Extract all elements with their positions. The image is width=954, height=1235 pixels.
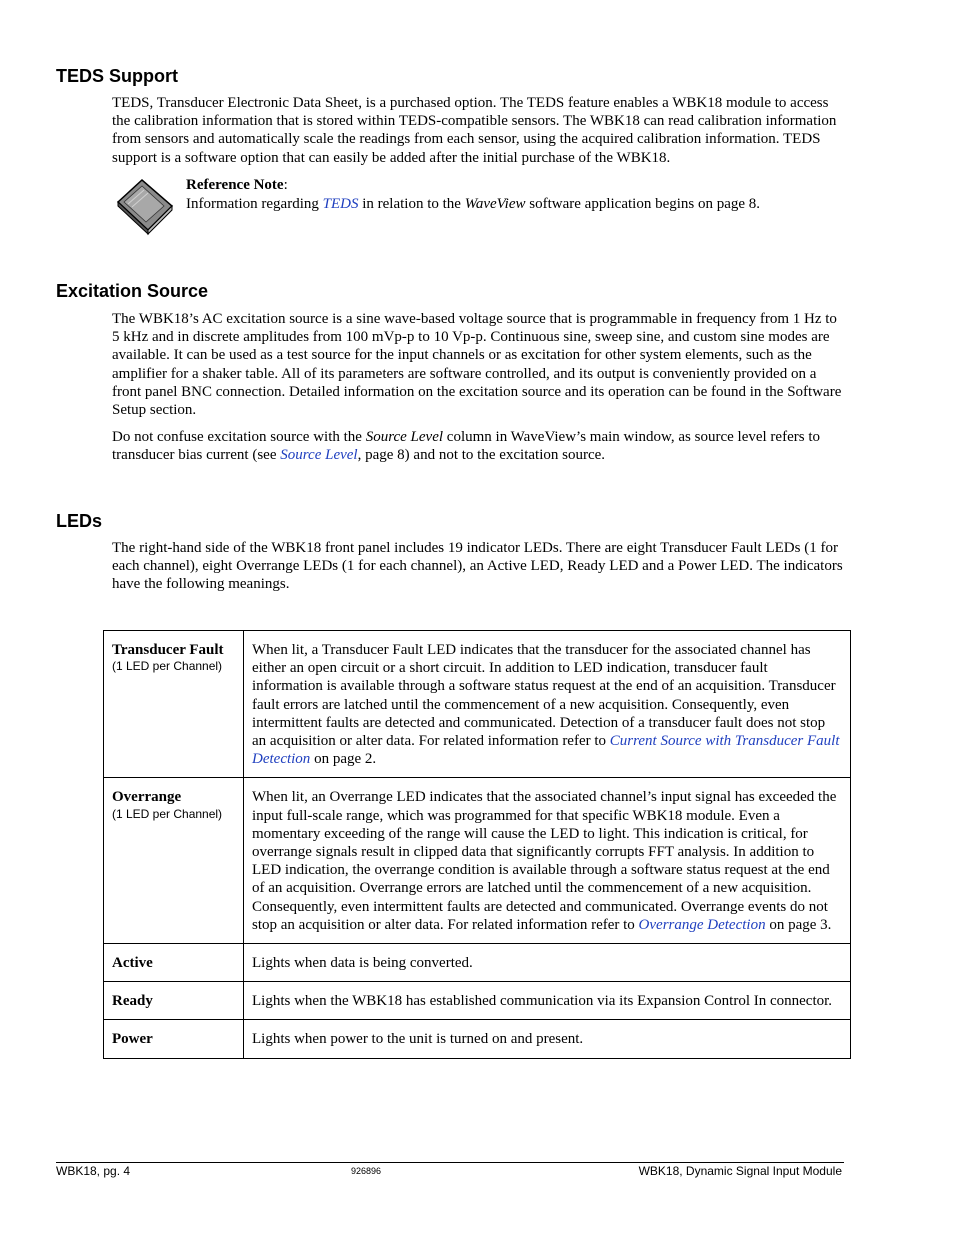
teds-link[interactable]: TEDS <box>322 196 359 212</box>
led-label: Transducer Fault <box>112 642 224 658</box>
led-label-cell <box>104 631 244 778</box>
source-level-term: Source Level <box>365 429 444 445</box>
footer-page: WBK18, pg. 4 <box>56 1164 131 1178</box>
led-table <box>103 630 851 1059</box>
reference-note-text <box>186 195 846 214</box>
led-description <box>244 778 851 944</box>
excitation-paragraph-1: The WBK18’s AC excitation source is a sine wave-based voltage source that is programmable in frequency from 1 Hz to 5 kHz and in discrete amplitudes from 100 mVp-p to 10 Vp-p. Continuous sine, sweep sine, and custom sine modes are available. It can be used as a test source for the input channels or as excitation for other system elements, such as the amplifier for a shaker table. All of its parameters are software controlled, and its output is conveniently provided on a front panel BNC connection. Detailed information on the excitation source and its operation can be found in the Software Setup section. <box>112 311 842 419</box>
footer-doc-number: 926896 <box>351 1166 382 1176</box>
led-desc-post: on page 3. <box>765 916 832 933</box>
led-label: Ready <box>112 993 153 1010</box>
led-description: Lights when the WBK18 has established communication via its Expansion Control In connector. <box>244 982 851 1020</box>
leds-heading: LEDs <box>56 511 103 531</box>
overrange-detection-link[interactable]: Overrange Detection <box>638 916 766 933</box>
led-label-cell <box>104 1020 244 1058</box>
note-text-post: software application begins on page 8. <box>525 196 761 212</box>
led-label: Active <box>112 955 153 972</box>
led-label-cell <box>104 778 244 944</box>
reference-note <box>186 176 846 214</box>
table-row <box>104 1020 851 1058</box>
led-desc-text: When lit, a Transducer Fault LED indicates that the transducer for the associated channel has either an open circuit or a short circuit. In addition to LED indication, transducer fault information is available through a software status request at the end of an acquisition. Transducer fault errors are latched until the commencement of a new acquisition. Consequently, even intermittent faults are detected and communicated. Detection of a transducer fault does not stop an acquisition or alter data. For related information refer to <box>252 642 836 750</box>
led-label: Power <box>112 1031 153 1048</box>
table-row <box>104 944 851 982</box>
note-text-pre: Information regarding <box>186 196 323 212</box>
teds-heading: TEDS Support <box>56 66 178 86</box>
source-level-link[interactable]: Source Level <box>280 447 358 464</box>
footer-title: WBK18, Dynamic Signal Input Module <box>638 1164 842 1178</box>
led-label: Overrange <box>112 789 182 806</box>
reference-note-colon: : <box>283 177 288 193</box>
led-description: Lights when power to the unit is turned on and present. <box>244 1020 851 1058</box>
led-label-cell <box>104 982 244 1020</box>
footer-divider <box>56 1162 844 1163</box>
leds-paragraph: The right-hand side of the WBK18 front panel includes 19 indicator LEDs. There are eight Transducer Fault LEDs (1 for each channel), eight Overrange LEDs (1 for each channel), an Active LED, Ready LED and a Power LED. The indicators have the following meanings. <box>112 540 843 593</box>
led-description: Lights when data is being converted. <box>244 944 851 982</box>
excitation-heading: Excitation Source <box>56 281 209 301</box>
note-text-mid: in relation to the <box>358 196 465 212</box>
led-label-cell <box>104 944 244 982</box>
p2-post: , page 8) and not to the excitation source. <box>357 447 606 464</box>
waveview-name: WaveView <box>464 196 526 212</box>
book-icon <box>114 176 176 236</box>
led-desc-text: When lit, an Overrange LED indicates that the associated channel’s input signal has exceeded the input full-scale range, which was programmed for that specific WBK18 module. Even a momentary exceeding of the range will cause the LED to light. This indication is critical, for overrange signals result in clipped data that significantly corrupts FFT analysis. In addition to LED indication, the overrange condition is available through a software status request at the end of an acquisition. Overrange errors are latched until the commencement of a new acquisition. Consequently, even intermittent faults are detected and communicated. Overrange events do not stop an acquisition or alter data. For related information refer to <box>252 789 837 933</box>
led-sublabel: (1 LED per Channel) <box>112 659 223 674</box>
p2-mid: column in WaveView’s main window, as source level refers to transducer bias current (see <box>112 429 820 464</box>
p2-pre: Do not confuse excitation source with the <box>112 429 366 445</box>
table-row <box>104 778 851 944</box>
excitation-paragraph-2 <box>112 428 847 464</box>
led-sublabel: (1 LED per Channel) <box>112 806 223 821</box>
table-row <box>104 982 851 1020</box>
led-description <box>244 631 851 778</box>
reference-note-title: Reference Note <box>186 177 284 193</box>
led-desc-post: on page 2. <box>310 751 377 768</box>
table-row <box>104 631 851 778</box>
current-source-link[interactable]: Current Source with Transducer Fault Detection <box>252 733 840 768</box>
teds-paragraph: TEDS, Transducer Electronic Data Sheet, is a purchased option. The TEDS feature enables a WBK18 module to access the calibration information that is stored within TEDS-compatible sensors. The WBK18 can read calibration information from sensors and automatically scale the readings from each sensor, using the acquired calibration information. TEDS support is a software option that can easily be added after the initial purchase of the WBK18. <box>112 95 837 166</box>
